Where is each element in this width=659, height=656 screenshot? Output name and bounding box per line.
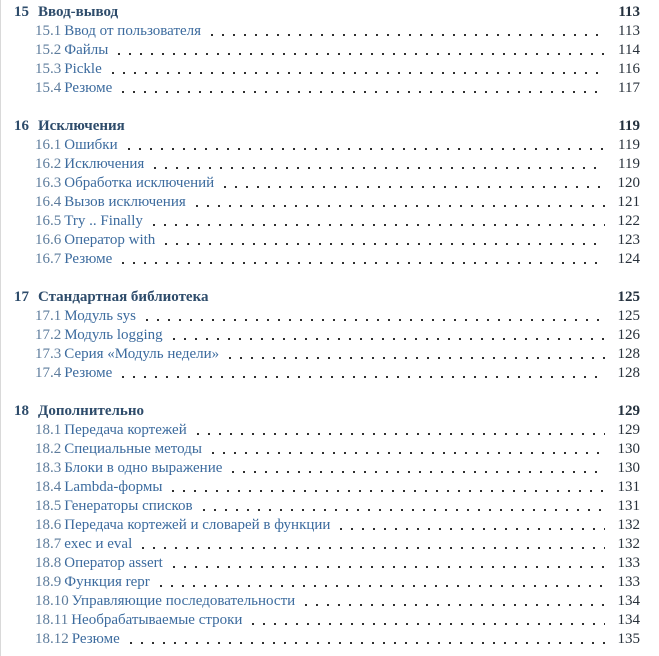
toc-entry-number[interactable]: 18.12 [35,631,69,647]
toc-entry-page[interactable]: 132 [617,517,640,533]
toc-section [14,3,640,98]
toc-chapter-number[interactable]: 17 [14,289,29,305]
toc-entry-row[interactable] [14,573,640,592]
toc-entry-row[interactable] [14,364,640,383]
toc-chapter-page[interactable]: 129 [617,403,640,419]
leader-dots [130,642,605,644]
toc-entry-row[interactable] [14,212,640,231]
toc-entry-number[interactable]: 16.4 [35,194,62,210]
leader-dots [165,243,605,245]
toc-entry-page[interactable]: 132 [617,536,640,552]
toc-section [14,117,640,269]
leader-dots [122,376,605,378]
leader-dots [153,224,605,226]
toc-entry-number[interactable]: 18.11 [35,612,69,628]
toc-section-items [14,307,640,383]
toc-entry-row[interactable] [14,592,640,611]
toc-entry-title[interactable]: Исключения [64,156,145,172]
leader-dots [118,53,605,55]
toc-entry-row[interactable] [14,60,640,79]
toc-entry-number[interactable]: 15.3 [35,61,62,77]
toc-entry-page[interactable]: 133 [617,555,640,571]
toc-entry-page[interactable]: 134 [617,612,640,628]
toc-section-items [14,421,640,649]
toc-entry-page[interactable]: 120 [617,175,640,191]
toc-entry-page[interactable]: 131 [617,479,640,495]
toc-entry-row[interactable] [14,231,640,250]
leader-dots [212,452,605,454]
toc-entry-page[interactable]: 113 [618,23,640,39]
toc-entry-row[interactable] [14,41,640,60]
toc-entry-number[interactable]: 15.4 [35,80,62,96]
toc-entry-title[interactable]: Специальные методы [64,441,202,457]
leader-dots [340,528,605,530]
toc-entry-title[interactable]: Lambda-формы [64,479,163,495]
toc-entry-title[interactable]: Передача кортежей [64,422,187,438]
toc-entry-number[interactable]: 18.3 [35,460,62,476]
toc-entry-row[interactable] [14,326,640,345]
toc-chapter-page[interactable]: 125 [617,289,640,305]
toc-entry-title[interactable]: Передача кортежей и словарей в функции [64,517,331,533]
toc-entry-page[interactable]: 131 [617,498,640,514]
toc-entry-page[interactable]: 119 [618,137,640,153]
toc-entry-row[interactable] [14,345,640,364]
toc-entry-number[interactable]: 17.3 [35,346,62,362]
leader-dots [142,547,605,549]
toc-entry-row[interactable] [14,611,640,630]
toc-entry-row[interactable] [14,155,640,174]
toc-entry-number[interactable]: 16.5 [35,213,62,229]
toc-section-items [14,22,640,98]
toc-entry-number[interactable]: 18.6 [35,517,62,533]
toc-entry-row[interactable] [14,22,640,41]
toc-entry-row[interactable] [14,421,640,440]
leader-dots [146,319,605,321]
toc-entry-title[interactable]: Блоки в одно выражение [64,460,223,476]
leader-dots [173,338,605,340]
toc-entry-title[interactable]: Серия «Модуль недели» [64,346,220,362]
toc-entry-row[interactable] [14,535,640,554]
toc-chapter-number[interactable]: 15 [14,4,29,20]
toc-entry-number[interactable]: 18.1 [35,422,62,438]
leader-dots [128,148,605,150]
toc-entry-title[interactable]: Try .. Finally [64,213,143,229]
toc-entry-row[interactable] [14,459,640,478]
toc-entry-row[interactable] [14,516,640,535]
toc-entry-number[interactable]: 16.7 [35,251,62,267]
toc-entry-title[interactable]: Резюме [71,631,120,647]
toc-chapter-row[interactable] [14,402,640,421]
toc-entry-page[interactable]: 128 [617,365,640,381]
toc-entry-page[interactable]: 117 [618,80,640,96]
toc-entry-number[interactable]: 17.1 [35,308,62,324]
toc-entry-title[interactable]: Резюме [64,80,113,96]
leader-dots [154,167,605,169]
leader-dots [160,585,605,587]
leader-dots [232,471,605,473]
toc-entry-number[interactable]: 18.7 [35,536,62,552]
toc-entry-number[interactable]: 18.4 [35,479,62,495]
toc-entry-number[interactable]: 16.1 [35,137,62,153]
toc-entry-page[interactable]: 135 [617,631,640,647]
toc-entry-title[interactable]: Резюме [64,365,113,381]
toc-entry-number[interactable]: 16.2 [35,156,62,172]
toc-entry-row[interactable] [14,307,640,326]
toc-entry-page[interactable]: 119 [618,156,640,172]
toc-entry-title[interactable]: Оператор with [64,232,156,248]
toc-entry-title[interactable]: Генераторы списков [64,498,193,514]
toc-chapter-row[interactable] [14,117,640,136]
toc-entry-number[interactable]: 18.8 [35,555,62,571]
toc-entry-number[interactable]: 17.4 [35,365,62,381]
toc-entry-title[interactable]: Оператор assert [64,555,163,571]
leader-dots [112,72,605,74]
toc-entry-number[interactable]: 16.6 [35,232,62,248]
toc-entry-number[interactable]: 16.3 [35,175,62,191]
toc-entry-page[interactable]: 133 [617,574,640,590]
leader-dots [224,186,605,188]
toc-section-items [14,136,640,269]
toc-chapter-row[interactable] [14,288,640,307]
toc-entry-page[interactable]: 121 [617,194,640,210]
toc-entry-number[interactable]: 18.10 [35,593,69,609]
toc-entry-row[interactable] [14,174,640,193]
toc-entry-title[interactable]: exec и eval [64,536,133,552]
toc-entry-row[interactable] [14,554,640,573]
toc-entry-row[interactable] [14,250,640,269]
toc-entry-title[interactable]: Pickle [64,61,102,77]
leader-dots [173,566,605,568]
toc-entry-row[interactable] [14,136,640,155]
toc-chapter-row[interactable] [14,3,640,22]
toc-entry-title[interactable]: Файлы [64,42,109,58]
toc-entry-number[interactable]: 15.2 [35,42,62,58]
toc-entry-page[interactable]: 134 [617,593,640,609]
toc-entry-page[interactable]: 129 [617,422,640,438]
toc-entry-title[interactable]: Обработка исключений [64,175,215,191]
toc-entry-title[interactable]: Модуль sys [64,308,137,324]
toc-entry-title[interactable]: Функция repr [64,574,150,590]
toc-entry-page[interactable]: 126 [617,327,640,343]
toc-chapter-page[interactable]: 119 [618,118,640,134]
toc-chapter-number[interactable]: 18 [14,403,29,419]
toc-entry-page[interactable]: 130 [617,441,640,457]
toc-entry-page[interactable]: 128 [617,346,640,362]
toc-chapter-title[interactable]: Дополнительно [38,403,144,419]
leader-dots [211,34,605,36]
toc-entry-page[interactable]: 114 [618,42,640,58]
leader-dots [196,205,605,207]
toc-entry-row[interactable] [14,193,640,212]
toc-section [14,288,640,383]
toc-entry-number[interactable]: 15.1 [35,23,62,39]
toc-entry-page[interactable]: 130 [617,460,640,476]
leader-dots [122,262,605,264]
toc-entry-page[interactable]: 116 [618,61,640,77]
toc-entry-row[interactable] [14,79,640,98]
leader-dots [122,91,605,93]
leader-dots [229,357,605,359]
toc-entry-row[interactable] [14,630,640,649]
leader-dots [305,604,605,606]
toc-entry-title[interactable]: Управляющие последовательности [71,593,296,609]
toc-entry-page[interactable]: 122 [617,213,640,229]
toc-entry-title[interactable]: Вызов исключения [64,194,186,210]
toc-chapter-number[interactable]: 16 [14,118,29,134]
toc-entry-page[interactable]: 124 [617,251,640,267]
leader-dots [203,509,605,511]
toc-entry-row[interactable] [14,497,640,516]
toc-chapter-title[interactable]: Исключения [38,118,125,134]
leader-dots [172,490,605,492]
toc-chapter-title[interactable]: Стандартная библиотека [38,289,209,305]
toc-entry-number[interactable]: 18.9 [35,574,62,590]
toc-entry-page[interactable]: 125 [617,308,640,324]
toc-page [14,3,640,649]
toc-chapter-title[interactable]: Ввод-вывод [38,4,119,20]
toc-entry-row[interactable] [14,440,640,459]
toc-entry-page[interactable]: 123 [617,232,640,248]
toc-entry-number[interactable]: 18.5 [35,498,62,514]
toc-entry-row[interactable] [14,478,640,497]
toc-entry-number[interactable]: 17.2 [35,327,62,343]
leader-dots [252,623,605,625]
leader-dots [197,433,605,435]
toc-entry-number[interactable]: 18.2 [35,441,62,457]
toc-entry-title[interactable]: Ввод от пользователя [64,23,202,39]
toc-entry-title[interactable]: Резюме [64,251,113,267]
toc-entry-title[interactable]: Ошибки [64,137,118,153]
toc-chapter-page[interactable]: 113 [618,4,640,20]
toc-section [14,402,640,649]
toc-entry-title[interactable]: Необрабатываемые строки [71,612,243,628]
toc-entry-title[interactable]: Модуль logging [64,327,163,343]
